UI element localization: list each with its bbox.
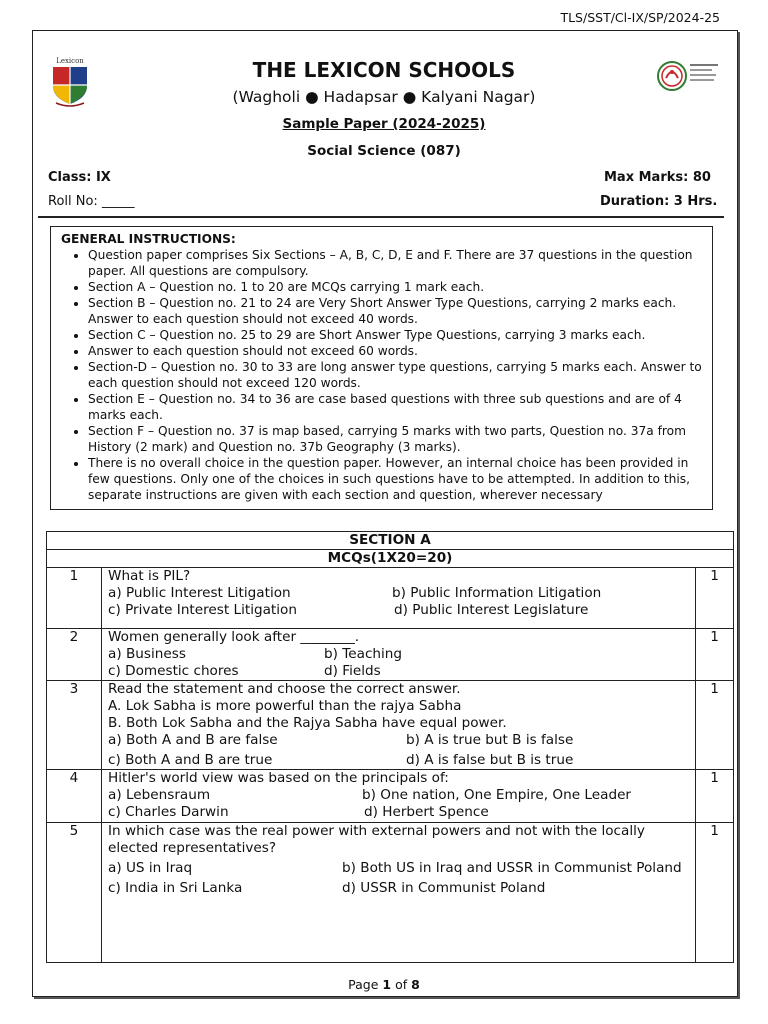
question-body bbox=[102, 681, 696, 770]
question-marks: 1 bbox=[696, 681, 734, 770]
option-b: b) Teaching bbox=[324, 646, 403, 662]
school-name: THE LEXICON SCHOOLS bbox=[252, 58, 516, 82]
paper-title: Sample Paper (2024-2025) bbox=[282, 116, 486, 132]
option-a: a) Lebensraum bbox=[108, 787, 211, 803]
option-c: c) Both A and B are true bbox=[108, 752, 273, 768]
question-marks: 1 bbox=[696, 823, 734, 963]
question-text: Women generally look after ________. bbox=[108, 629, 360, 645]
option-b: b) One nation, One Empire, One Leader bbox=[362, 787, 632, 803]
page-current: 1 bbox=[382, 977, 392, 992]
question-marks: 1 bbox=[696, 629, 734, 681]
of-word: of bbox=[395, 977, 408, 992]
option-b: b) Both US in Iraq and USSR in Communist Poland bbox=[342, 860, 682, 876]
question-body bbox=[102, 629, 696, 681]
question-number: 5 bbox=[47, 823, 102, 963]
instruction-item: • Section E – Question no. 34 to 36 are case based questions with three sub questions and are of 4 marks each. bbox=[88, 391, 712, 423]
option-c: c) Private Interest Litigation bbox=[108, 602, 297, 618]
option-a: a) Both A and B are false bbox=[108, 732, 278, 748]
document-code: TLS/SST/Cl-IX/SP/2024-25 bbox=[560, 10, 720, 25]
table-row bbox=[47, 823, 734, 963]
table-row bbox=[47, 770, 734, 823]
option-d: d) A is false but B is true bbox=[406, 752, 574, 768]
instruction-item: • Question paper comprises Six Sections – A, B, C, D, E and F. There are 37 questions in the question paper. All questions are compulsory. bbox=[88, 247, 712, 279]
instruction-item: • Section B – Question no. 21 to 24 are Very Short Answer Type Questions, carrying 2 marks each. Answer to each question should not exceed 40 words. bbox=[88, 295, 712, 327]
max-marks: Max Marks: 80 bbox=[604, 170, 711, 185]
instruction-item: • Section F – Question no. 37 is map based, carrying 5 marks with two parts, Question no. 37a from History (2 mark) and Question no. 37b Geography (3 marks). bbox=[88, 423, 712, 455]
instruction-item: • Section C – Question no. 25 to 29 are Short Answer Type Questions, carrying 3 marks each. bbox=[88, 327, 712, 343]
question-text: What is PIL? bbox=[108, 568, 191, 584]
question-body bbox=[102, 568, 696, 629]
table-row bbox=[47, 629, 734, 681]
statement-b: B. Both Lok Sabha and the Rajya Sabha have equal power. bbox=[108, 715, 507, 731]
page-total: 8 bbox=[411, 977, 420, 992]
option-d: d) Fields bbox=[324, 663, 381, 679]
instruction-item: • There is no overall choice in the question paper. However, an internal choice has been provided in few questions. Only one of the choices in such questions have to be attempted. In addition to this, separate instructions are given with each section and question, wherever necessary bbox=[88, 455, 712, 503]
question-body bbox=[102, 823, 696, 963]
roll-number: Roll No: _____ bbox=[48, 194, 135, 209]
instruction-item: • Answer to each question should not exceed 60 words. bbox=[88, 343, 712, 359]
option-d: d) USSR in Communist Poland bbox=[342, 880, 546, 896]
option-b: b) A is true but B is false bbox=[406, 732, 574, 748]
option-d: d) Public Interest Legislature bbox=[394, 602, 589, 618]
header-divider bbox=[38, 216, 724, 218]
school-locations: (Wagholi ● Hadapsar ● Kalyani Nagar) bbox=[232, 88, 536, 106]
statement-a: A. Lok Sabha is more powerful than the rajya Sabha bbox=[108, 698, 462, 714]
option-d: d) Herbert Spence bbox=[364, 804, 489, 820]
instructions-list bbox=[61, 247, 712, 503]
question-number: 3 bbox=[47, 681, 102, 770]
instruction-item: • Section-D – Question no. 30 to 33 are long answer type questions, carrying 5 marks each. Answer to each question should not exceed 120 words. bbox=[88, 359, 712, 391]
question-marks: 1 bbox=[696, 770, 734, 823]
subject-title: Social Science (087) bbox=[307, 143, 461, 159]
question-number: 1 bbox=[47, 568, 102, 629]
class-label: Class: IX bbox=[48, 170, 111, 185]
table-row bbox=[47, 681, 734, 770]
instruction-item: • Section A – Question no. 1 to 20 are MCQs carrying 1 mark each. bbox=[88, 279, 712, 295]
option-b: b) Public Information Litigation bbox=[392, 585, 602, 601]
option-c: c) Charles Darwin bbox=[108, 804, 229, 820]
question-number: 2 bbox=[47, 629, 102, 681]
option-a: a) US in Iraq bbox=[108, 860, 193, 876]
section-title: SECTION A bbox=[47, 532, 734, 550]
question-number: 4 bbox=[47, 770, 102, 823]
duration: Duration: 3 Hrs. bbox=[600, 194, 718, 209]
question-body bbox=[102, 770, 696, 823]
option-c: c) India in Sri Lanka bbox=[108, 880, 243, 896]
page-word: Page bbox=[348, 977, 379, 992]
table-row bbox=[47, 568, 734, 629]
logo-left-text: Lexicon bbox=[56, 57, 84, 65]
question-text: Read the statement and choose the correct answer. bbox=[108, 681, 461, 697]
option-a: a) Public Interest Litigation bbox=[108, 585, 291, 601]
instructions-heading: GENERAL INSTRUCTIONS: bbox=[61, 232, 236, 246]
option-c: c) Domestic chores bbox=[108, 663, 239, 679]
general-instructions-box bbox=[50, 226, 713, 510]
option-a: a) Business bbox=[108, 646, 186, 662]
question-marks: 1 bbox=[696, 568, 734, 629]
questions-table bbox=[46, 531, 734, 963]
question-text: Hitler's world view was based on the principals of: bbox=[108, 770, 449, 786]
question-text: In which case was the real power with external powers and not with the locally elected representatives? bbox=[108, 823, 645, 856]
page-footer bbox=[0, 977, 768, 992]
section-subtitle: MCQs(1X20=20) bbox=[47, 550, 734, 568]
